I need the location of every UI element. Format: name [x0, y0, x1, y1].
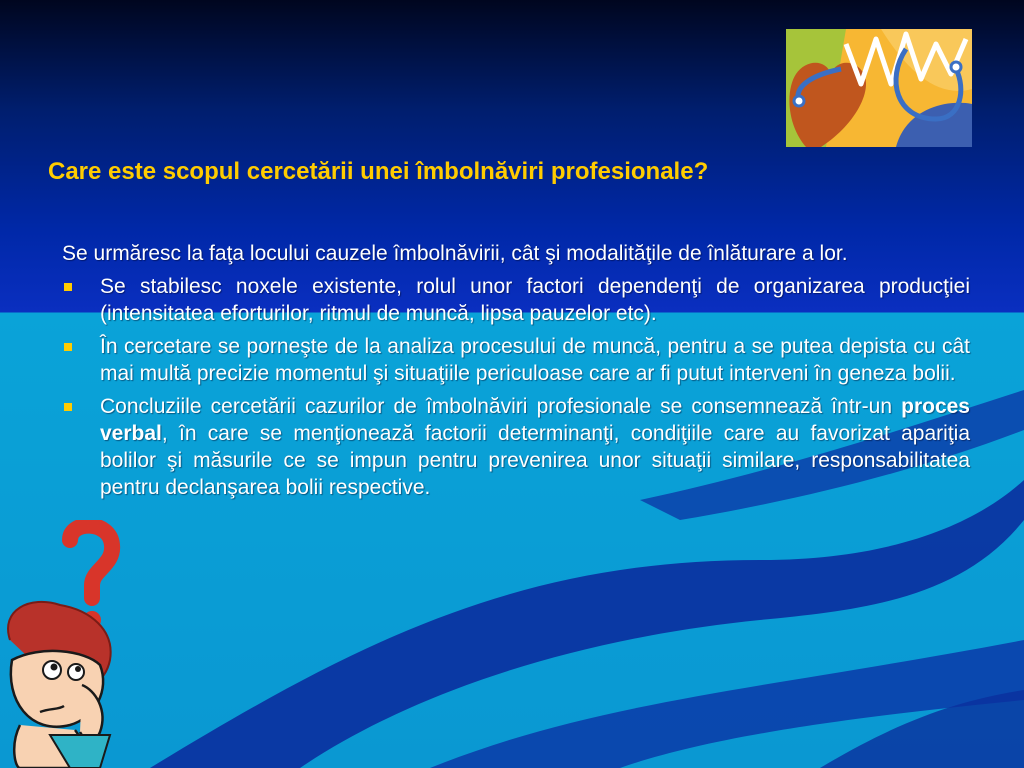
intro-paragraph: Se urmăresc la faţa locului cauzele îmbolnăvirii, cât şi modalităţile de înlăturare a lor. [62, 242, 848, 265]
bullet-text-bold: proces verbal [100, 395, 970, 445]
bullet-item [62, 273, 970, 327]
bullet-text-after: , în care se menţionează factorii determinanţi, condiţiile care au favorizat apariţia bolilor şi măsurile ce se impun pentru prevenirea unor situaţii similare, responsabilitatea pentru declanşarea bolii respective. [100, 422, 970, 499]
bullet-item [62, 333, 970, 387]
thinking-man-question-mark-icon [0, 520, 150, 768]
bullet-square-icon [64, 343, 72, 351]
bullet-square-icon [64, 283, 72, 291]
bullet-item [62, 393, 970, 501]
heart-stethoscope-icon [786, 29, 972, 147]
bullet-square-icon [64, 403, 72, 411]
bullet-text-before: Concluziile cercetării cazurilor de îmbolnăviri profesionale se consemnează într-un [100, 395, 902, 418]
slide-title: Care este scopul cercetării unei îmbolnăviri profesionale? [48, 158, 709, 185]
slide-content [62, 240, 970, 507]
bullet-text: Se stabilesc noxele existente, rolul unor factori dependenţi de organizarea producţiei (intensitatea eforturilor, ritmul de muncă, lipsa pauzelor etc). [100, 275, 970, 325]
bullet-text: În cercetare se porneşte de la analiza procesului de muncă, pentru a se putea depista cu cât mai multă precizie momentul şi situaţiile periculoase care ar fi putut interveni în geneza bolii. [100, 335, 970, 385]
